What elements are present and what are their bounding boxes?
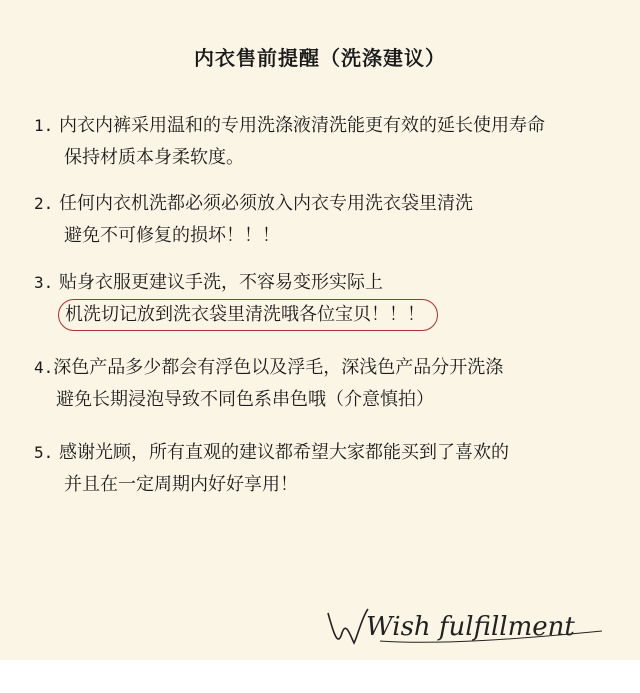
item-2-number: 2.	[34, 194, 54, 213]
item-4-text-2: 避免长期浸泡导致不同色系串色哦（介意慎拍）	[56, 389, 434, 410]
item-3-text-1: 贴身衣服更建议手洗，不容易变形实际上	[59, 272, 383, 293]
item-2-line-1	[34, 188, 473, 220]
item-1-number: 1.	[34, 116, 54, 135]
list-item-3	[34, 267, 438, 331]
item-4-line-1	[34, 352, 503, 384]
signature-flourish	[328, 609, 368, 643]
item-1-text-2: 保持材质本身柔软度。	[64, 147, 244, 168]
list-item-2	[34, 188, 473, 252]
signature-logo	[320, 595, 620, 655]
list-item-5	[34, 437, 509, 501]
page-title: 内衣售前提醒（洗涤建议）	[194, 46, 446, 70]
item-3-line-1	[34, 267, 438, 299]
item-3-line-2	[34, 299, 438, 331]
highlight-circle: 机洗切记放到洗衣袋里清洗哦各位宝贝！！！	[58, 299, 438, 331]
item-1-text-1: 内衣内裤采用温和的专用洗涤液清洗能更有效的延长使用寿命	[59, 115, 545, 136]
item-5-text-1: 感谢光顾，所有直观的建议都希望大家都能买到了喜欢的	[59, 442, 509, 463]
item-3-number: 3.	[34, 273, 54, 292]
item-5-number: 5.	[34, 443, 54, 462]
list-item-1	[34, 110, 545, 174]
item-1-line-1	[34, 110, 545, 142]
item-4-text-1: 深色产品多少都会有浮色以及浮毛，深浅色产品分开洗涤	[53, 357, 504, 378]
item-5-line-1	[34, 437, 509, 469]
item-4-number: 4.	[34, 358, 54, 377]
item-2-text-1: 任何内衣机洗都必须必须放入内衣专用洗衣袋里清洗	[59, 193, 473, 214]
item-5-text-2: 并且在一定周期内好好享用！	[64, 474, 298, 495]
item-2-text-2: 避免不可修复的损坏！！！	[64, 225, 280, 246]
signature-text: Wish fulfillment	[366, 612, 575, 642]
list-item-4	[34, 352, 503, 416]
